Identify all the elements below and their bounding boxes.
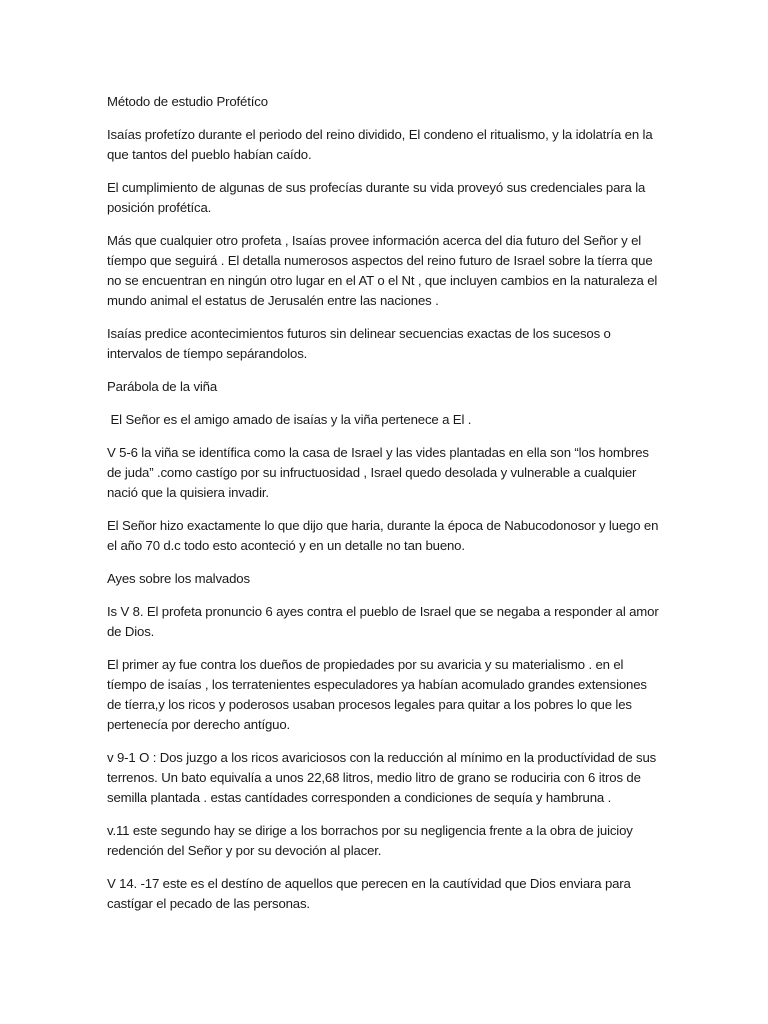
paragraph: Isaías profetízo durante el periodo del reino dividido, El condeno el ritualismo, y la idolatría en la que tantos del pueblo habían caído. — [107, 127, 653, 162]
document-title: Método de estudio Profétíco — [107, 94, 268, 109]
document-body — [107, 92, 663, 927]
paragraph: El cumplimiento de algunas de sus profecías durante su vida proveyó sus credenciales para la posición profétíca. — [107, 180, 646, 215]
paragraph: v 9-1 O : Dos juzgo a los ricos avariciosos con la reducción al mínimo en la productívidad de sus terrenos. Un bato equivalía a unos 22,68 litros, medio litro de grano se roduciria con 6 itros de semilla plantada . estas cantídades corresponden a condiciones de sequía y hambruna . — [107, 750, 657, 805]
paragraph: v.11 este segundo hay se dirige a los borrachos por su negligencia frente a la obra de juicioy redención del Señor y por su devoción al placer. — [107, 823, 633, 858]
paragraph: Is V 8. El profeta pronuncio 6 ayes contra el pueblo de Israel que se negaba a responder al amor de Dios. — [107, 604, 659, 639]
paragraph: El primer ay fue contra los dueños de propiedades por su avaricia y su materialismo . en el tíempo de isaías , los terratenientes especuladores ya habían acomulado grandes extensiones de tíerra,y los ricos y poderosos usaban procesos legales para quitar a los pobres lo que les pertenecía por derecho antíguo. — [107, 657, 647, 732]
paragraph: V 14. -17 este es el destíno de aquellos que perecen en la cautívidad que Dios enviara para castígar el pecado de las personas. — [107, 876, 631, 911]
paragraph: El Señor es el amigo amado de isaías y la viña pertenece a El . — [107, 412, 472, 427]
paragraph: Más que cualquier otro profeta , Isaías provee información acerca del dia futuro del Señor y el tíempo que seguirá . El detalla numerosos aspectos del reino futuro de Israel sobre la tíerra que no se encuentran en ningún otro lugar en el AT o el Nt , que incluyen cambios en la naturaleza el mundo animal el estatus de Jerusalén entre las naciones . — [107, 233, 658, 308]
section-heading: Parábola de la viña — [107, 379, 218, 394]
paragraph: Isaías predice acontecimientos futuros sin delinear secuencias exactas de los sucesos o intervalos de tíempo sepárandolos. — [107, 326, 611, 361]
section-heading: Ayes sobre los malvados — [107, 571, 250, 586]
paragraph: El Señor hizo exactamente lo que dijo que haria, durante la época de Nabucodonosor y luego en el año 70 d.c todo esto aconteció y en un detalle no tan bueno. — [107, 518, 659, 553]
paragraph: V 5-6 la viña se identífica como la casa de Israel y las vides plantadas en ella son “los hombres de juda” .como castígo por su infructuosidad , Israel quedo desolada y vulnerable a cualquier nació que la quisiera invadir. — [107, 445, 649, 500]
